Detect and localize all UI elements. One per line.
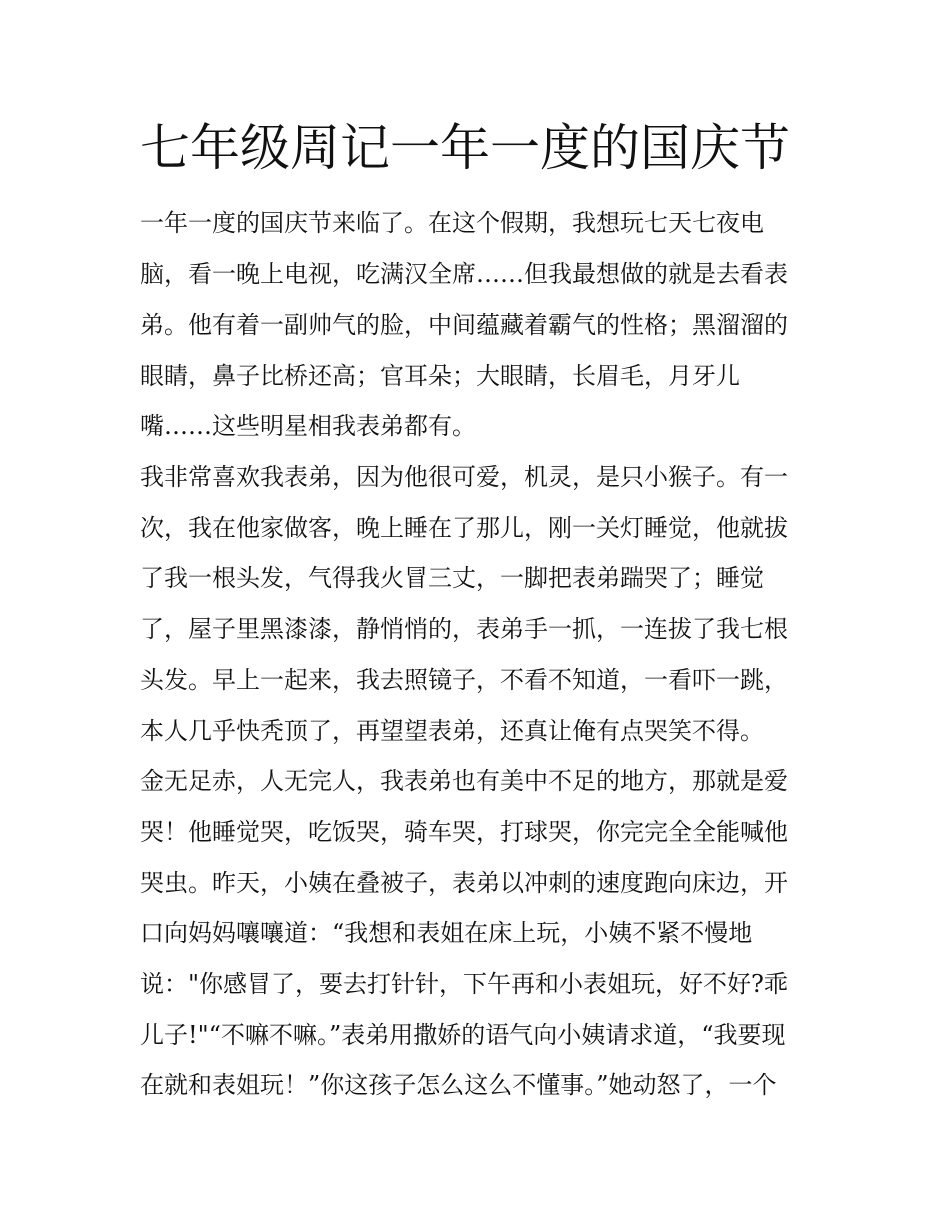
document-title: 七年级周记一年一度的国庆节 <box>140 119 790 177</box>
body-line: 脑，看一晚上电视，吃满汉全席……但我最想做的就是去看表 <box>140 260 788 288</box>
body-line: 次，我在他家做客，晚上睡在了那儿，刚一关灯睡觉，他就拔 <box>140 514 788 542</box>
body-line: 本人几乎快秃顶了，再望望表弟，还真让俺有点哭笑不得。 <box>140 717 764 745</box>
body-line: 儿子!"“不嘛不嘛。”表弟用撒娇的语气向小姨请求道，“我要现 <box>140 1021 786 1049</box>
body-line: 在就和表姐玩！”你这孩子怎么这么不懂事。”她动怒了，一个 <box>140 1071 777 1099</box>
body-line: 哭虫。昨天，小姨在叠被子，表弟以冲刺的速度跑向床边，开 <box>140 869 788 897</box>
body-line: 了，屋子里黑漆漆，静悄悄的，表弟手一抓，一连拔了我七根 <box>140 615 788 643</box>
body-line: 金无足赤，人无完人，我表弟也有美中不足的地方，那就是爱 <box>140 767 788 795</box>
body-line: 一年一度的国庆节来临了。在这个假期，我想玩七天七夜电 <box>140 209 764 237</box>
body-line: 哭！他睡觉哭，吃饭哭，骑车哭，打球哭，你完完全全能喊他 <box>140 818 788 846</box>
body-line: 了我一根头发，气得我火冒三丈，一脚把表弟踹哭了；睡觉 <box>140 564 764 592</box>
body-line: 嘴……这些明星相我表弟都有。 <box>140 412 476 440</box>
body-line: 我非常喜欢我表弟，因为他很可爱，机灵，是只小猴子。有一 <box>140 463 788 491</box>
body-line: 头发。早上一起来，我去照镜子，不看不知道，一看吓一跳， <box>140 666 788 694</box>
body-line: 口向妈妈嚷嚷道：“我想和表姐在床上玩，小姨不紧不慢地 <box>140 919 753 947</box>
body-line: 弟。他有着一副帅气的脸，中间蕴藏着霸气的性格；黑溜溜的 <box>140 311 788 339</box>
body-line: 说："你感冒了，要去打针针，下午再和小表姐玩，好不好?乖 <box>140 970 788 998</box>
body-line: 眼睛，鼻子比桥还高；官耳朵；大眼睛，长眉毛，月牙儿 <box>140 362 740 390</box>
